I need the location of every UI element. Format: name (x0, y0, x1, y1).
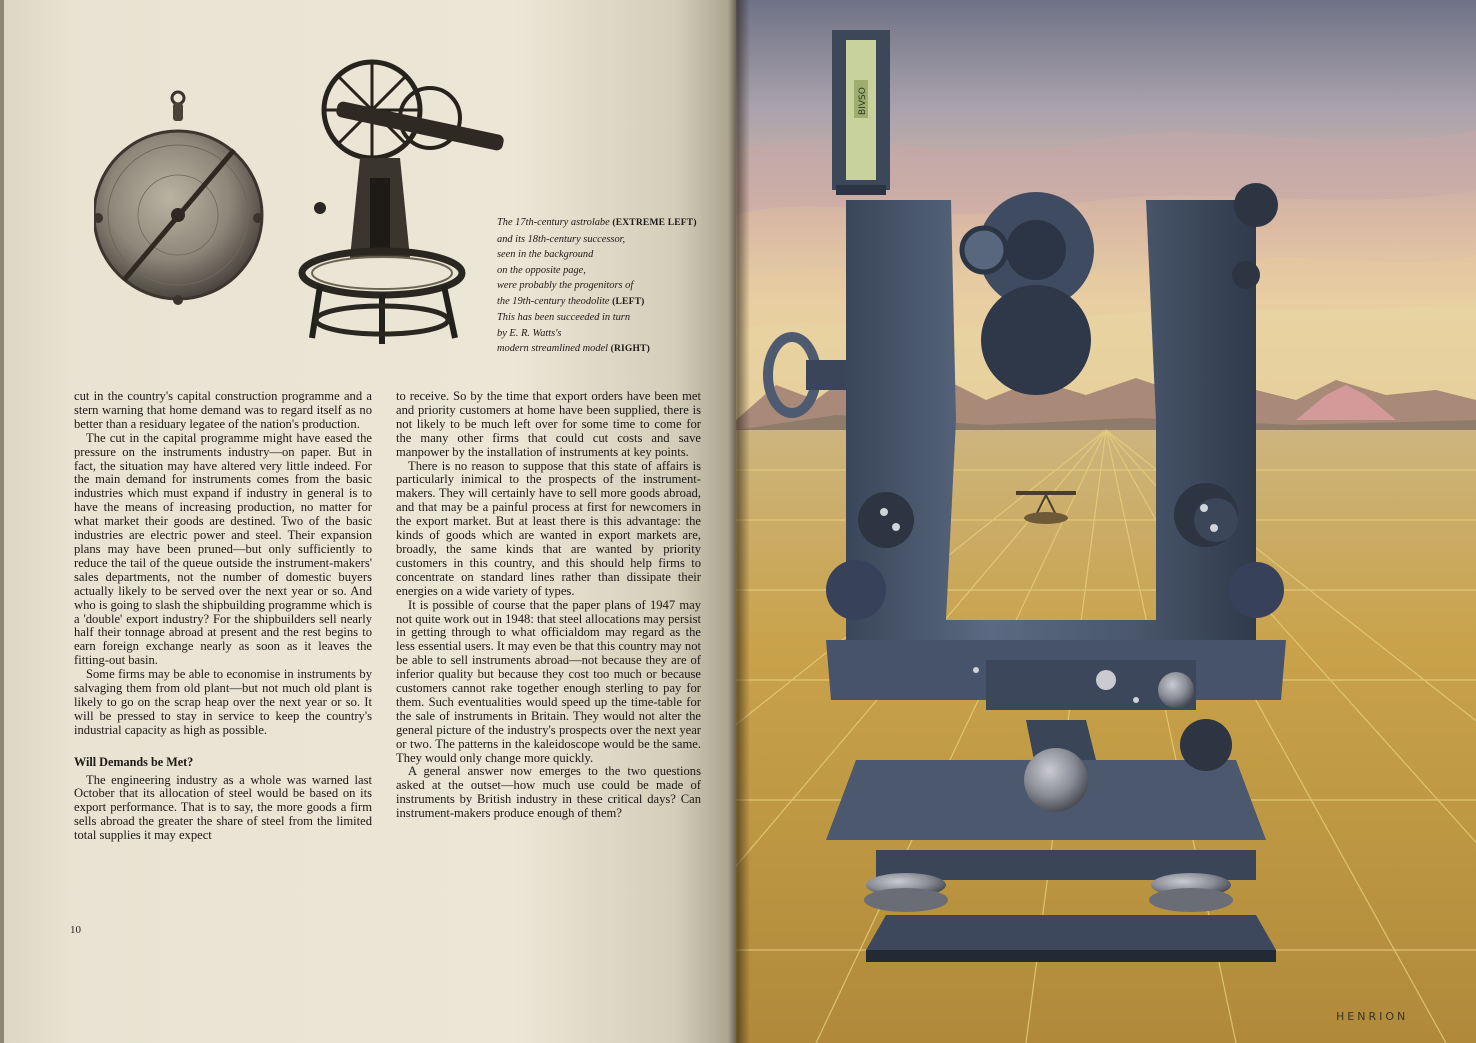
paragraph: A general answer now emerges to the two questions asked at the outset—how much use could be made of instruments by British industry in these critical days? Can instrument-makers produce enough of them? (396, 764, 701, 821)
caption-line-1: The 17th-century astrolabe (EXTREME LEFT) (497, 217, 697, 228)
paragraph: to receive. So by the time that export orders have been met and priority customers at home have been supplied, there is not likely to be much left over for some time to come for the many other firms that could cut costs and save manpower by the installation of instruments at key points. (396, 389, 701, 459)
svg-text:BIVSO: BIVSO (858, 87, 868, 115)
page-number: 10 (70, 924, 81, 936)
artist-signature: HENRION (1336, 1010, 1409, 1023)
paragraph: cut in the country's capital construction programme and a stern warning that home demand was to regard itself as no better than a residuary legatee of the nation's production. (74, 389, 372, 431)
left-page (0, 0, 736, 1043)
paragraph: The cut in the capital programme might have eased the pressure on the instruments industry—on paper. But in fact, the situation may have altered very little indeed. For the main demand for instruments comes from the basic industries which must expand if industry in general is to have the means of increasing production, no matter for what market their goods are destined. Two of the basic industries are electric power and steel. Their expansion plans may have been pruned—but only sufficiently to reduce the tail of the queue outside the instrument-makers' sales departments, not the number of domestic buyers actually likely to be served over the next year or so. And who is going to slash the shipbuilding programme which is a 'double' export industry? For the shipbuilders sell nearly half their tonnage abroad at present and the rest begins to earn foreign exchange nearly as soon as it leaves the fitting-out basin. (74, 430, 372, 668)
caption-line-3: seen in the background (497, 249, 594, 260)
caption-line-8: by E. R. Watts's (497, 327, 562, 339)
theodolite-painting (736, 0, 1476, 1043)
caption-line-2: and its 18th-century successor, (497, 233, 626, 245)
paragraph: It is possible of course that the paper plans of 1947 may not quite work out in 1948: that steel allocations may persist in getting through to what officialdom may regard as the less essential users. It may even be that this country may not be able to sell instruments abroad—not because they are of inferior quality but because they cost too much or because customers cannot rake together enough sterling to pay for them. Such eventualities would speed up the time-table for the sale of instruments in Britain. They would not alter the general picture of the industry's prospects over the next year or two. The patterns in the kaleidoscope would be the same. They would only change more quickly. (396, 597, 701, 765)
caption-line-4: on the opposite page, (497, 264, 586, 276)
paragraph: The engineering industry as a whole was warned last October that its allocation of steel would be based on its export performance. That is to say, the more goods a firm sells abroad the greater the share of steel from the limited total supplies it may expect (74, 772, 372, 843)
caption-line-9: modern streamlined model (RIGHT) (497, 343, 651, 354)
paragraph: There is no reason to suppose that this state of affairs is particularly inimical to the prospects of the instrument-makers. They will certainly have to sell more goods abroad, and that may be a painful process at first for newcomers in the export market. But at least there is this advantage: the kinds of goods which are wanted in export markets are, broadly, the same kinds that are wanted by priority customers in this country, and this should help firms to concentrate on standard lines rather than dissipate their energies on a wide variety of types. (396, 458, 701, 598)
article-column-1 (74, 390, 372, 843)
paragraph: Some firms may be able to economise in instruments by salvaging them from old plant—but not much old plant is likely to go on the scrap heap over the next year or so. It will be pressed to stay in service to keep the country's industrial capacity as high as possible. (74, 667, 372, 737)
caption-line-6: the 19th-century theodolite (LEFT) (497, 295, 645, 307)
spine-gutter (728, 0, 750, 1043)
spirit-level (832, 30, 890, 195)
theodolite-19th-century-photo (290, 48, 515, 348)
right-page-illustration (736, 0, 1476, 1043)
section-heading: Will Demands be Met? (74, 754, 194, 769)
photo-caption (497, 215, 732, 358)
astrolabe-photo (94, 90, 266, 315)
page-edge (0, 0, 4, 1043)
caption-line-7: This has been succeeded in turn (497, 312, 631, 323)
article-column-2 (396, 390, 701, 821)
caption-line-5: were probably the progenitors of (497, 280, 634, 291)
